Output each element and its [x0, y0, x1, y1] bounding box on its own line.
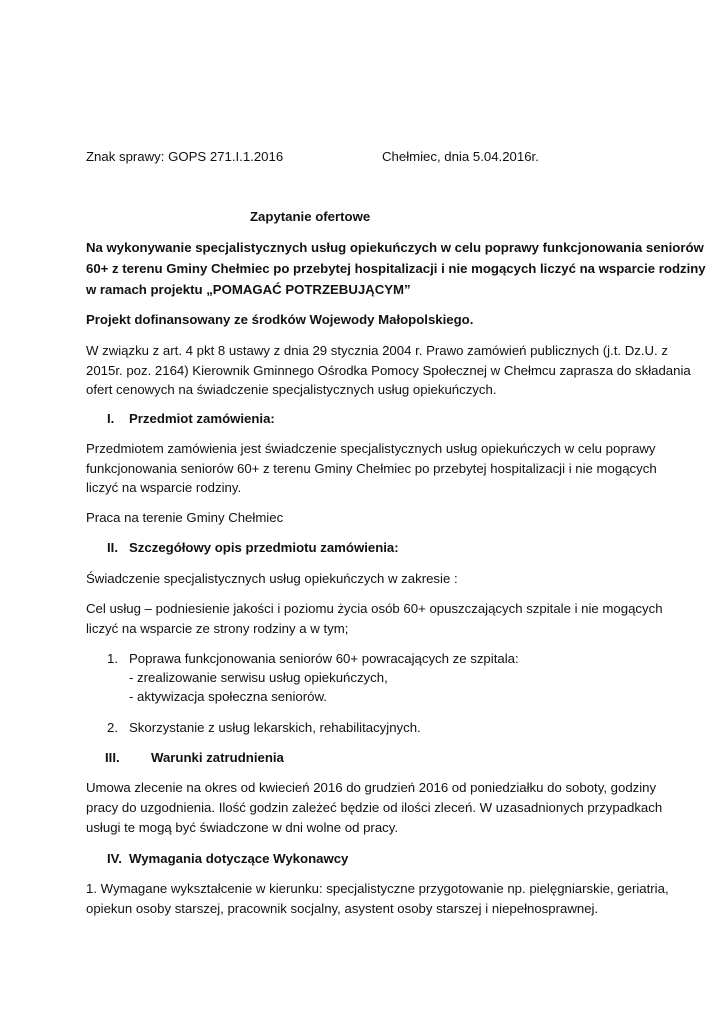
section-4-line: opiekun osoby starszej, pracownik socjalny, asystent osoby starszej i niepełnosprawnej.: [86, 901, 599, 916]
section-1-line: funkcjonowania seniorów 60+ z terenu Gminy Chełmiec po przebytej hospitalizacji i nie mogących: [86, 461, 657, 476]
funding-note: Projekt dofinansowany ze środków Wojewody Małopolskiego.: [86, 312, 474, 327]
list-item-text: Skorzystanie z usług lekarskich, rehabilitacyjnych.: [129, 720, 421, 735]
intro-line: ofert cenowych na świadczenie specjalistycznych usług opiekuńczych.: [86, 382, 497, 397]
work-location: Praca na terenie Gminy Chełmiec: [86, 510, 284, 525]
section-3-number: III.: [105, 750, 120, 765]
subject-line: 60+ z terenu Gminy Chełmiec po przebytej hospitalizacji i nie mogących liczyć na wsparcie rodziny: [86, 261, 706, 276]
section-3-line: Umowa zlecenie na okres od kwiecień 2016 do grudzień 2016 od poniedziałku do soboty, godziny: [86, 780, 657, 795]
document-title: Zapytanie ofertowe: [250, 209, 371, 224]
section-1-heading: Przedmiot zamówienia:: [129, 411, 275, 426]
section-3-line: pracy do uzgodnienia. Ilość godzin zależeć będzie od ilości zleceń. W uzasadnionych przypadkach: [86, 800, 663, 815]
subject-line: w ramach projektu „POMAGAĆ POTRZEBUJĄCYM”: [86, 282, 411, 297]
section-4-heading: Wymagania dotyczące Wykonawcy: [129, 851, 349, 866]
intro-line: W związku z art. 4 pkt 8 ustawy z dnia 29 stycznia 2004 r. Prawo zamówień publicznych (j.t. Dz.U. z: [86, 343, 668, 358]
list-sub-item: - aktywizacja społeczna seniorów.: [129, 689, 327, 704]
section-2-number: II.: [107, 540, 118, 555]
section-4-line: 1. Wymagane wykształcenie w kierunku: specjalistyczne przygotowanie np. pielęgniarskie, geriatria,: [86, 881, 669, 896]
section-1-line: Przedmiotem zamówienia jest świadczenie specjalistycznych usług opiekuńczych w celu poprawy: [86, 441, 656, 456]
section-3-heading: Warunki zatrudnienia: [151, 750, 284, 765]
list-item-number: 2.: [107, 720, 118, 735]
section-4-number: IV.: [107, 851, 122, 866]
subject-line: Na wykonywanie specjalistycznych usług opiekuńczych w celu poprawy funkcjonowania seniorów: [86, 240, 704, 255]
case-reference: Znak sprawy: GOPS 271.I.1.2016: [86, 149, 284, 164]
list-item-text: Poprawa funkcjonowania seniorów 60+ powracających ze szpitala:: [129, 651, 519, 666]
section-3-line: usługi te mogą być świadczone w dni wolne od pracy.: [86, 820, 399, 835]
section-2-heading: Szczegółowy opis przedmiotu zamówienia:: [129, 540, 399, 555]
list-sub-item: - zrealizowanie serwisu usług opiekuńczych,: [129, 670, 388, 685]
list-item-number: 1.: [107, 651, 118, 666]
section-1-number: I.: [107, 411, 115, 426]
scope-statement: Świadczenie specjalistycznych usług opiekuńczych w zakresie :: [86, 571, 458, 586]
goal-line: liczyć na wsparcie ze strony rodziny a w tym;: [86, 621, 349, 636]
section-1-line: liczyć na wsparcie rodziny.: [86, 480, 242, 495]
place-and-date: Chełmiec, dnia 5.04.2016r.: [382, 149, 539, 164]
goal-line: Cel usług – podniesienie jakości i poziomu życia osób 60+ opuszczających szpitale i nie mogących: [86, 601, 663, 616]
intro-line: 2015r. poz. 2164) Kierownik Gminnego Ośrodka Pomocy Społecznej w Chełmcu zaprasza do składania: [86, 363, 691, 378]
